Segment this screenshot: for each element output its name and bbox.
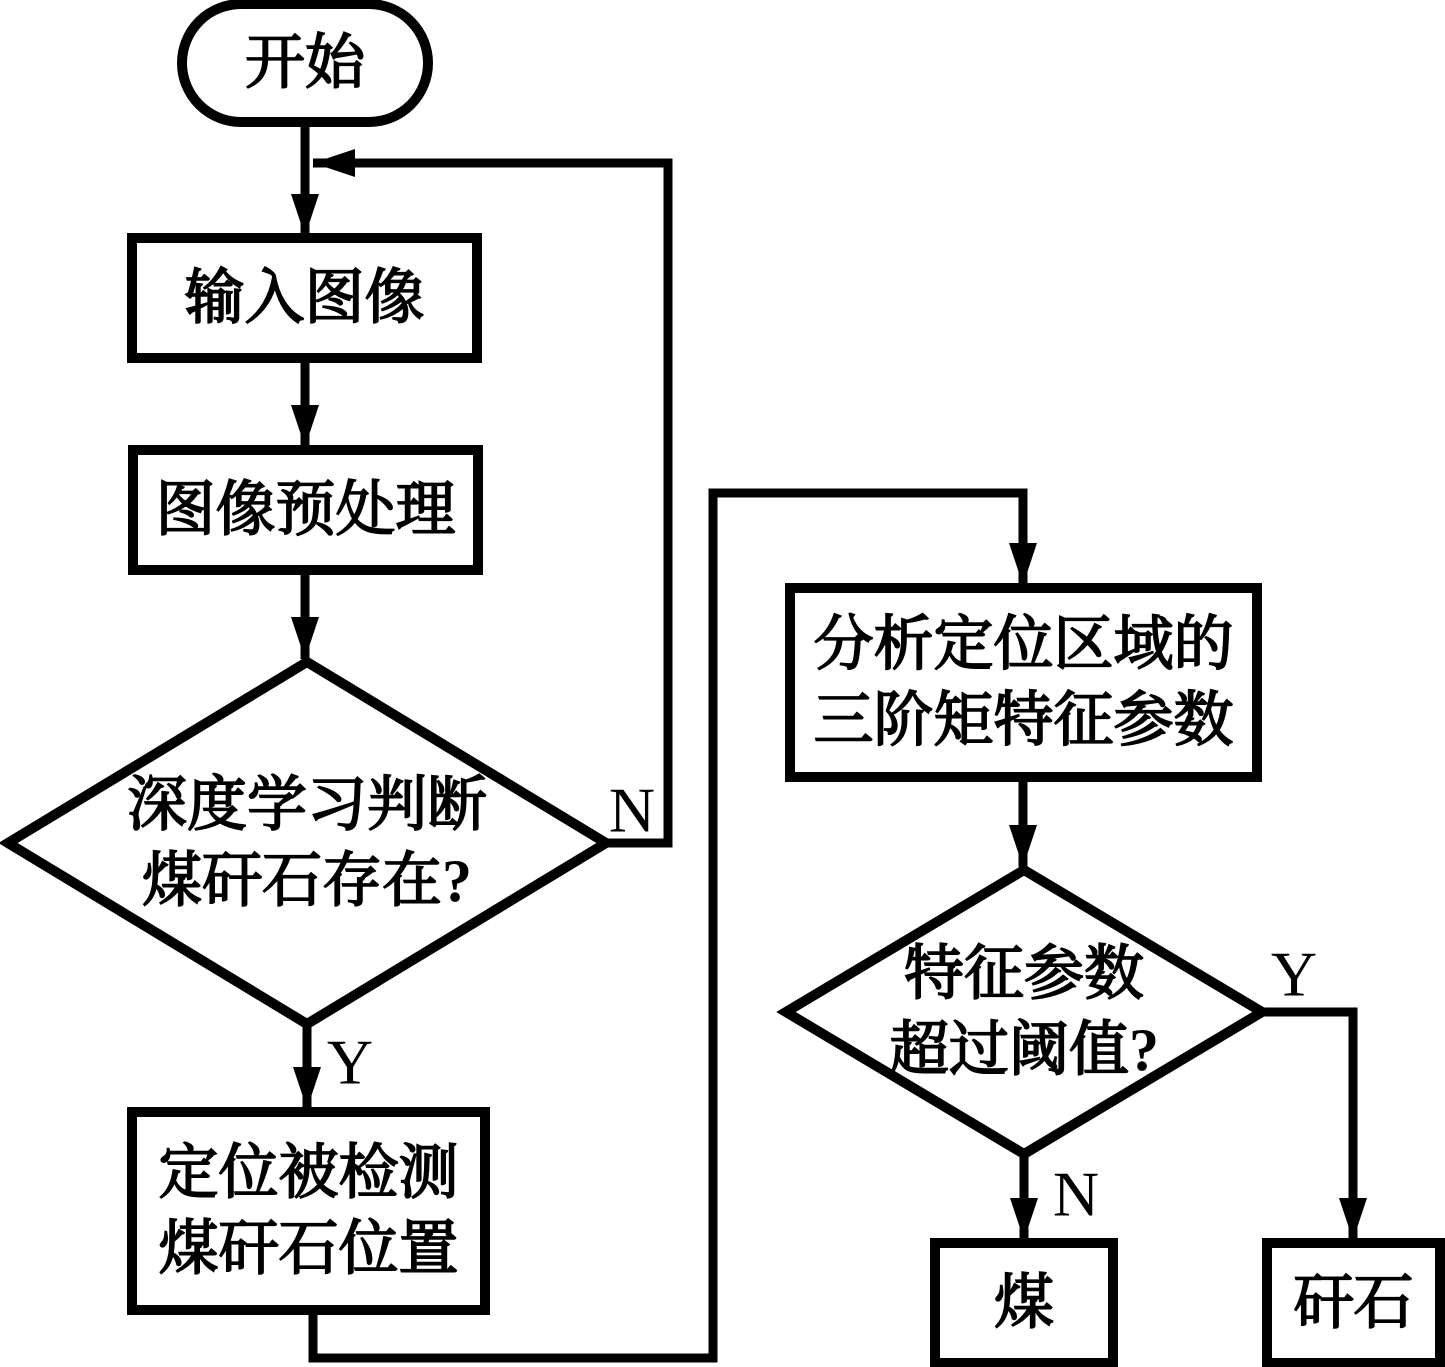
node-analyze-label: 三阶矩特征参数 (813, 687, 1234, 754)
edge-threshold-yes-to-gangue (1259, 1012, 1353, 1240)
node-locate (132, 1112, 485, 1310)
nodes-layer (8, 4, 1440, 1363)
node-threshold-decision-shape (786, 870, 1262, 1154)
branch-label-dl-yes-label: Y (326, 1026, 374, 1098)
branch-label-threshold-no-label: N (1052, 1158, 1100, 1230)
node-gangue (1267, 1243, 1440, 1363)
node-analyze (790, 588, 1257, 777)
node-threshold-decision-label: 特征参数 (904, 941, 1144, 1007)
node-dl-decision-label: 深度学习判断 (127, 772, 487, 838)
node-coal (935, 1243, 1113, 1363)
node-start (182, 4, 428, 122)
node-dl-decision (8, 662, 606, 1024)
node-dl-decision-label: 煤矸石存在? (142, 848, 472, 914)
node-threshold-decision-label: 超过阈值? (889, 1017, 1159, 1083)
node-preprocess (133, 450, 478, 570)
node-analyze-label: 分析定位区域的 (813, 611, 1234, 678)
node-locate-label: 煤矸石位置 (158, 1216, 459, 1282)
node-start-label: 开始 (245, 30, 365, 96)
node-input-image (132, 238, 477, 358)
node-dl-decision-shape (8, 662, 606, 1024)
node-threshold-decision (786, 870, 1262, 1154)
node-input-image-label: 输入图像 (184, 265, 425, 331)
node-preprocess-label: 图像预处理 (155, 477, 456, 543)
branch-label-threshold-yes-label: Y (1270, 938, 1318, 1010)
node-coal-label: 煤 (994, 1270, 1054, 1336)
node-gangue-label: 矸石 (1293, 1270, 1414, 1336)
branch-label-dl-no-label: N (608, 774, 656, 846)
node-locate-label: 定位被检测 (158, 1140, 459, 1206)
